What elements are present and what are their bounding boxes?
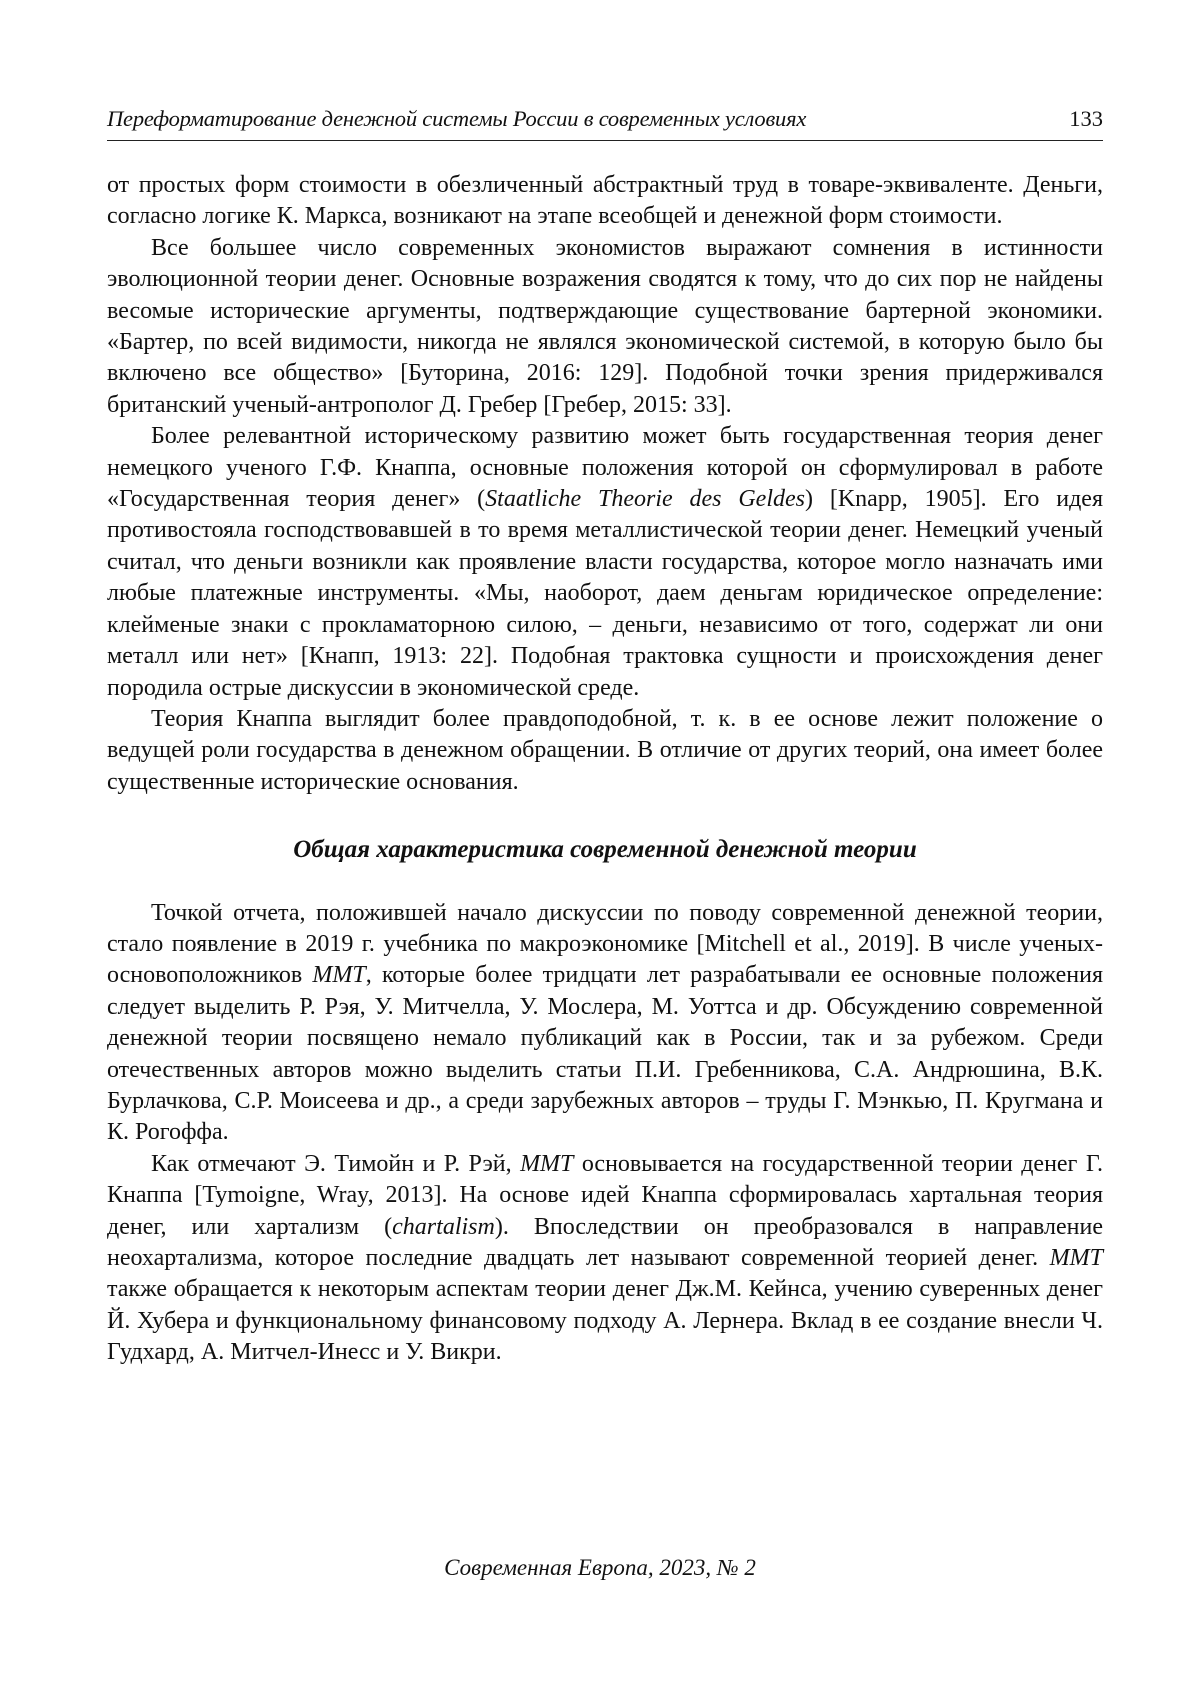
- italic-term: MMT: [1049, 1245, 1103, 1271]
- paragraph-5: Точкой отчета, положившей начало дискуссии по поводу современной денежной теории, стало появление в 2019 г. учебника по макроэкономике [Mitchell et al., 2019]. В числе ученых-основоположников MMT, которые более тридцати лет разрабатывали ее основные положения следует выделить Р. Рэя, У. Митчелла, У. Мослера, М. Уоттса и др. Обсуждению современной денежной теории посвящено немало публикаций как в России, так и за рубежом. Среди отечественных авторов можно выделить статьи П.И. Гребенникова, С.А. Андрюшина, В.К. Бурлачкова, С.Р. Моисеева и др., а среди зарубежных авторов – труды Г. Мэнкью, П. Кругмана и К. Рогоффа.: [107, 899, 1104, 1146]
- italic-term: Staatliche Theorie des Geldes: [485, 486, 805, 513]
- paragraph-1: от простых форм стоимости в обезличенный абстрактный труд в товаре-эквиваленте. Деньги, согласно логике К. Маркса, возникают на этапе всеобщей и денежной форм стоимости.: [107, 172, 1103, 230]
- paragraph-2: Все большее число современных экономистов выражают сомнения в истинности эволюционной теории денег. Основные возражения сводятся к тому, что до сих пор не найдены весомые исторические аргументы, подтверждающие существование бартерной экономики. «Бартер, по всей видимости, никогда не являлся экономической системой, в которую было бы включено все общество» [Буторина, 2016: 129]. Подобной точки зрения придерживался британский ученый-антрополог Д. Гребер [Гребер, 2015: 33].: [107, 234, 1103, 418]
- italic-term: chartalism: [392, 1213, 495, 1240]
- italic-term: MMT: [312, 962, 366, 989]
- paragraph-3: Более релевантной историческому развитию может быть государственная теория денег немецкого ученого Г.Ф. Кнаппа, основные положения которой он сформулировал в работе «Государственная теория денег» (Staatliche Theorie des Geldes) [Knapp, 1905]. Его идея противостояла господствовавшей в то время металлистической теории денег. Немецкий ученый считал, что деньги возникли как проявление власти государства, которое могло назначать ими любые платежные инструменты. «Мы, наоборот, даем деньгам юридическое определение: клейменые знаки с прокламаторною силою, – деньги, независимо от того, содержат ли они металл или нет» [Кнапп, 1913: 22]. Подобная трактовка сущности и происхождения денег породила острые дискуссии в экономической среде.: [107, 423, 1103, 701]
- page-number: 133: [1069, 106, 1103, 131]
- running-title: Переформатирование денежной системы России в современных условиях: [107, 106, 807, 131]
- paragraph-4: Теория Кнаппа выглядит более правдоподобной, т. к. в ее основе лежит положение о ведущей роли государства в денежном обращении. В отличие от других теорий, она имеет более существенные исторические основания.: [107, 705, 1103, 795]
- running-footer: Современная Европа, 2023, № 2: [444, 1555, 756, 1580]
- italic-term: MMT: [520, 1150, 574, 1177]
- article-body: [107, 170, 1103, 1369]
- paragraph-6: Как отмечают Э. Тимойн и Р. Рэй, MMT основывается на государственной теории денег Г. Кнаппа [Tymoigne, Wray, 2013]. На основе идей Кнаппа сформировалась хартальная теория денег, или хартализм (chartalism). Впоследствии он преобразовался в направление неохартализма, которое последние двадцать лет называют современной теорией денег. MMT также обращается к некоторым аспектам теории денег Дж.М. Кейнса, учению суверенных денег Й. Хубера и функциональному финансовому подходу А. Лернера. Вклад в ее создание внесли Ч. Гудхард, А. Митчел-Инесс и У. Викри.: [107, 1150, 1103, 1366]
- running-header: [107, 106, 1103, 141]
- section-heading: Общая характеристика современной денежной теории: [293, 836, 917, 864]
